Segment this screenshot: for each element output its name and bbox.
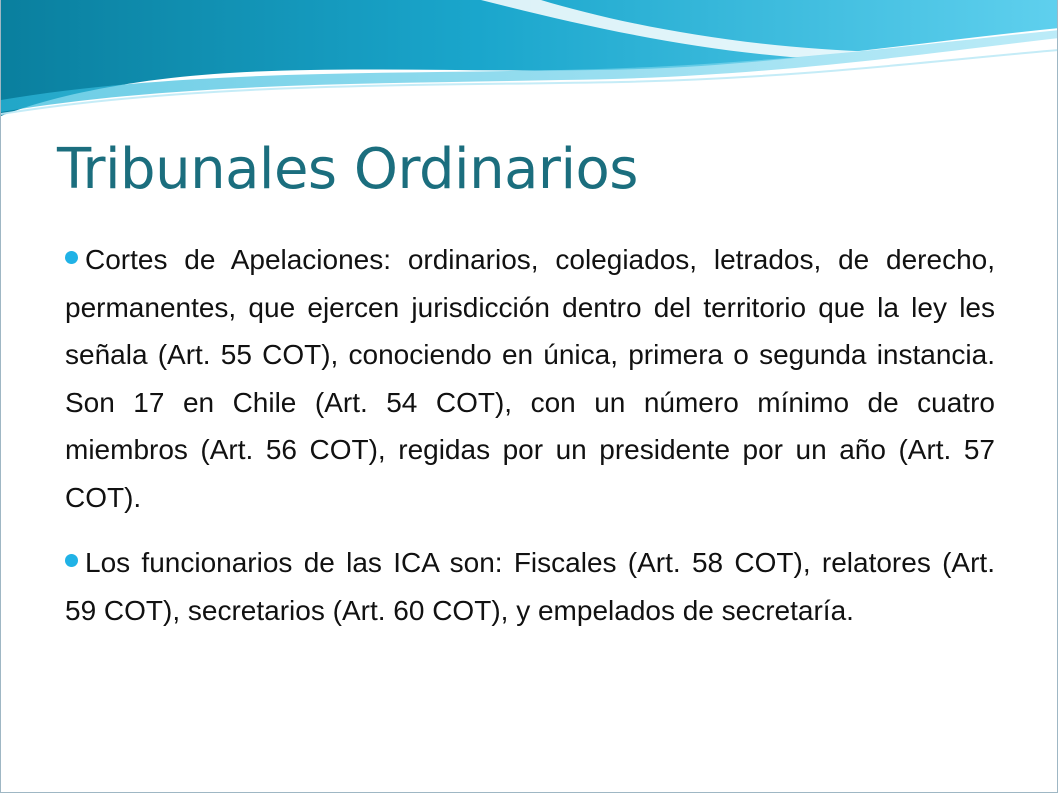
bullet-list xyxy=(65,236,995,652)
bullet-dot-icon xyxy=(65,554,78,567)
header-wave-decoration xyxy=(1,0,1058,130)
bullet-item xyxy=(65,236,995,521)
bullet-dot-icon xyxy=(65,251,78,264)
bullet-text: Cortes de Apelaciones: ordinarios, colegiados, letrados, de derecho, permanentes, que ejercen jurisdicción dentro del territorio que la ley les señala (Art. 55 COT), conociendo en única, primera o segunda instancia. Son 17 en Chile (Art. 54 COT), con un número mínimo de cuatro miembros (Art. 56 COT), regidas por un presidente por un año (Art. 57 COT). xyxy=(65,244,995,513)
bullet-item xyxy=(65,539,995,634)
slide-title: Tribunales Ordinarios xyxy=(57,137,638,202)
bullet-text: Los funcionarios de las ICA son: Fiscales (Art. 58 COT), relatores (Art. 59 COT), secretarios (Art. 60 COT), y empelados de secretaría. xyxy=(65,547,995,626)
